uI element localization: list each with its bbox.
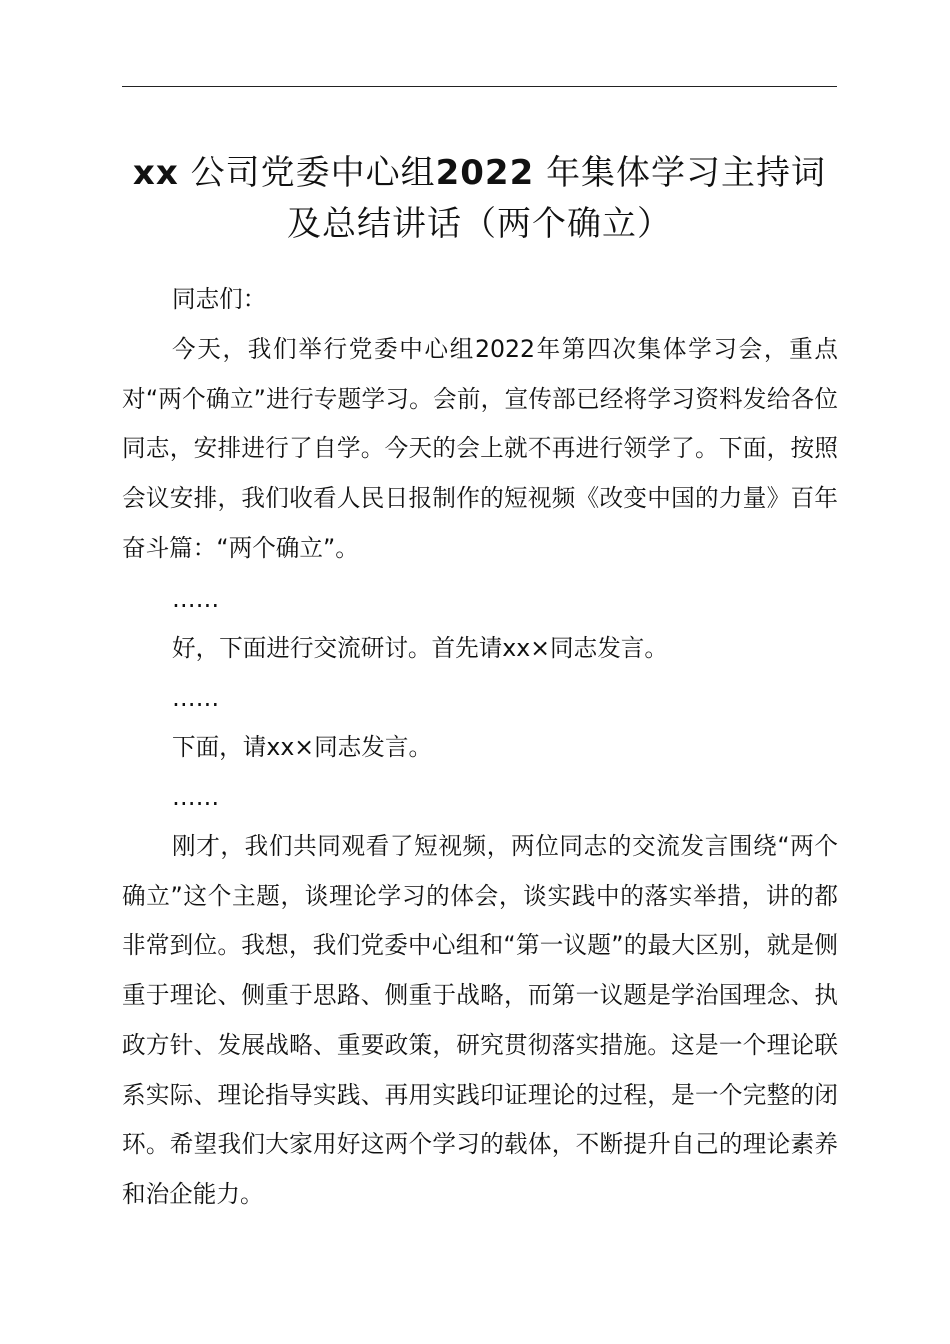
- title-part-1: 公司党委中心组: [190, 153, 436, 193]
- paragraph-discussion: 好，下面进行交流研讨。首先请xx×同志发言。: [172, 634, 668, 662]
- title-line-2: 及总结讲话（两个确立）: [287, 204, 672, 244]
- ellipsis-2: ……: [172, 684, 220, 712]
- salutation: 同志们：: [172, 285, 267, 313]
- title-prefix: xx: [132, 153, 179, 193]
- title-line-1: [122, 148, 837, 199]
- title-part-2: 年集体学习主持词: [546, 153, 827, 193]
- header-rule: [122, 86, 837, 87]
- title-year: 2022: [435, 153, 535, 193]
- ellipsis-1: ……: [172, 585, 220, 613]
- paragraph-next-speaker: 下面，请xx×同志发言。: [172, 733, 433, 761]
- paragraph-summary: 刚才，我们共同观看了短视频，两位同志的交流发言围绕“两个确立”这个主题，谈理论学习的体会，谈实践中的落实举措，讲的都非常到位。我想，我们党委中心组和“第一议题”的最大区别，就是侧重于理论、侧重于思路、侧重于战略，而第一议题是学治国理念、执政方针、发展战略、重要政策，研究贯彻落实措施。这是一个理论联系实际、理论指导实践、再用实践印证理论的过程，是一个完整的闭环。希望我们大家用好这两个学习的载体，不断提升自己的理论素养和治企能力。: [122, 832, 838, 1208]
- paragraph-intro: 今天，我们举行党委中心组2022年第四次集体学习会，重点对“两个确立”进行专题学习。会前，宣传部已经将学习资料发给各位同志，安排进行了自学。今天的会上就不再进行领学了。下面，按照会议安排，我们收看人民日报制作的短视频《改变中国的力量》百年奋斗篇：“两个确立”。: [122, 335, 838, 562]
- document-title: [122, 148, 837, 250]
- ellipsis-3: ……: [172, 783, 220, 811]
